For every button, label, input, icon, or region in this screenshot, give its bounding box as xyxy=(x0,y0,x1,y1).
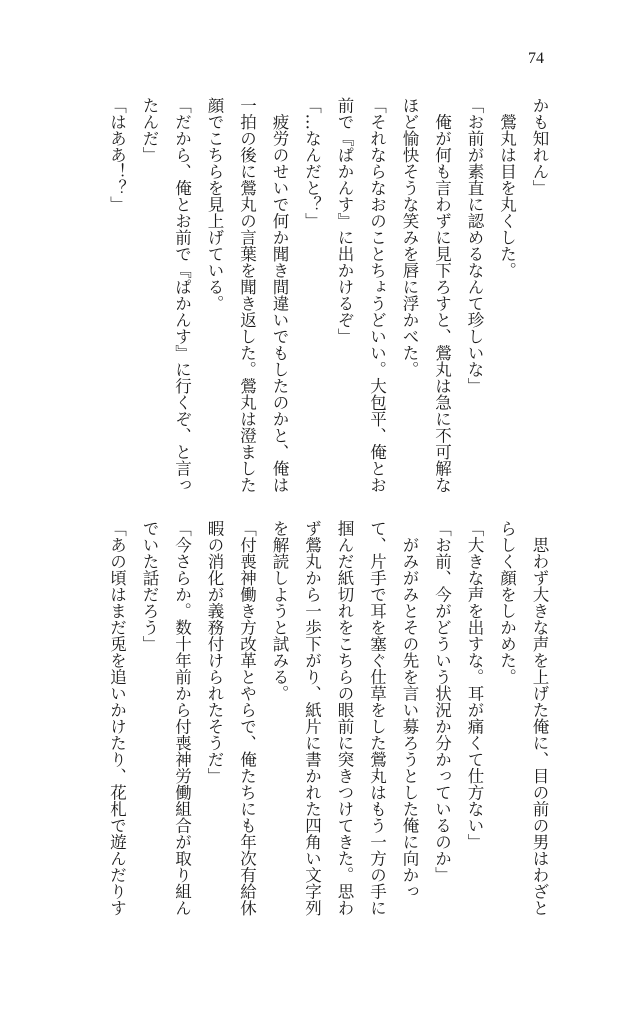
text-line: 顔でこちらを見上げている。 xyxy=(205,97,224,312)
text-line: 思わず大きな声を上げた俺に、目の前の男はわざと xyxy=(530,520,549,916)
text-line: 「それならなおのことちょうどいい。大包平、俺とお xyxy=(367,97,387,493)
text-line: たんだ」 xyxy=(140,97,159,163)
text-line: ず鶯丸から一歩下がり、紙片に書かれた四角い文字列 xyxy=(302,520,322,916)
text-line: 「だから、俺とお前で『ぱかんす』に行くぞ、と言っ xyxy=(172,97,192,493)
text-line: 「はああ！？」 xyxy=(107,97,127,213)
text-line: 「お前が素直に認めるなんて珍しいな」 xyxy=(465,97,484,394)
text-line: 暇の消化が義務付けられたそうだ」 xyxy=(205,520,224,784)
text-line: かも知れん」 xyxy=(530,97,549,196)
text-line: 俺が何も言わずに見下ろすと、鶯丸は急に不可解な xyxy=(432,97,452,493)
text-line: 鶯丸は目を丸くした。 xyxy=(497,97,517,279)
lower-text-block xyxy=(100,520,555,930)
text-line: 「…なんだと？」 xyxy=(302,97,322,229)
text-line: 「今さらか。数十年前から付喪神労働組合が取り組ん xyxy=(172,520,192,916)
upper-text-block xyxy=(100,97,555,507)
text-line: らしく顔をしかめた。 xyxy=(497,520,517,685)
text-line: ほど愉快そうな笑みを唇に浮かべた。 xyxy=(400,97,419,378)
text-line: でいた話だろう」 xyxy=(140,520,159,652)
text-line: 疲労のせいで何か聞き間違いでもしたのかと、俺は xyxy=(270,97,289,493)
text-line: 掴んだ紙切れをこちらの眼前に突きつけてきた。思わ xyxy=(335,520,354,916)
text-line: 「お前、今がどういう状況か分かっているのか」 xyxy=(432,520,452,883)
text-line: て、片手で耳を塞ぐ仕草をした鶯丸はもう一方の手に xyxy=(367,520,387,916)
text-line: 一拍の後に鶯丸の言葉を聞き返した。鶯丸は澄ました xyxy=(237,97,257,493)
text-line: を解読しようと試みる。 xyxy=(270,520,289,702)
text-line: 「大きな声を出すな。耳が痛くて仕方ない」 xyxy=(465,520,484,850)
text-line: 「付喪神働き方改革とやらで、俺たちにも年次有給休 xyxy=(237,520,257,916)
text-line: 前で『ぱかんす』に出かけるぞ」 xyxy=(335,97,354,345)
text-line: 「あの頃はまだ兎を追いかけたり、花札で遊んだりす xyxy=(107,520,127,916)
text-line: がみがみとその先を言い募ろうとした俺に向かっ xyxy=(400,520,419,900)
page-number: 74 xyxy=(528,50,544,67)
